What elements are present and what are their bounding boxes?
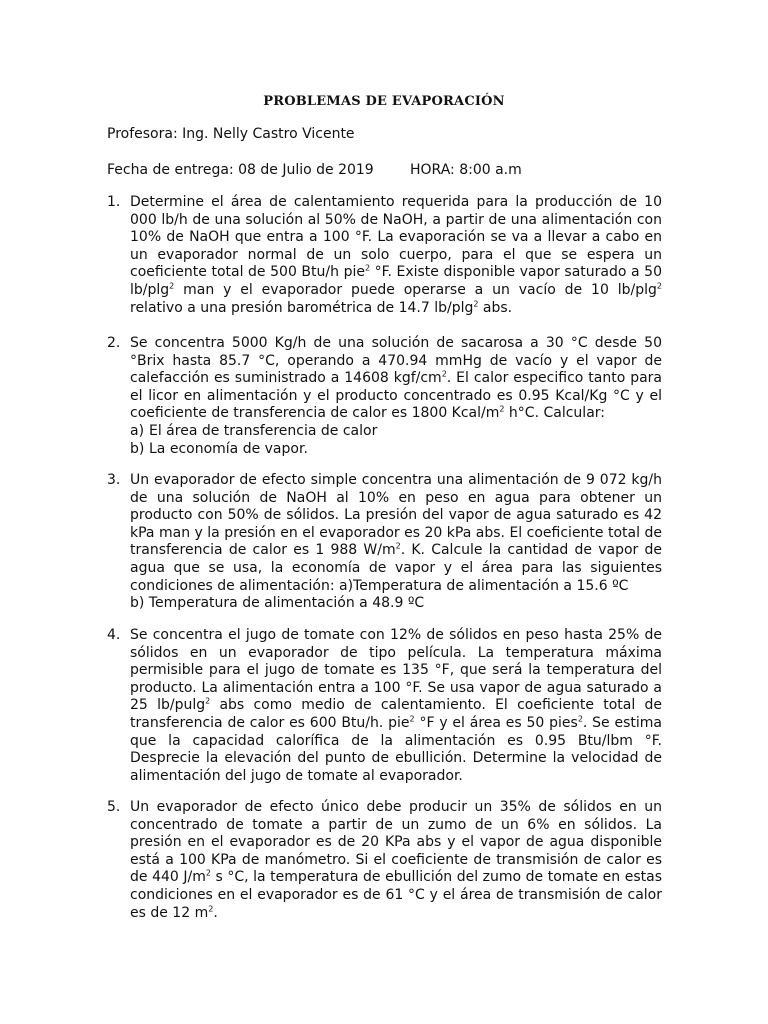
problem-number: 2.	[107, 335, 121, 351]
problem-number: 3.	[107, 472, 121, 488]
problem-number: 1.	[107, 194, 121, 210]
time-line: HORA: 8:00 a.m	[410, 162, 522, 178]
teacher-line: Profesora: Ing. Nelly Castro Vicente	[107, 126, 355, 142]
problem-3-part-b: b) Temperatura de alimentación a 48.9 ºC	[130, 595, 425, 612]
problem-text: Un evaporador de efecto simple concentra una alimentación de 9 072 kg/h de una solución de NaOH al 10% en peso en agua para obtener un producto con 50% de sólidos. La presión del vapor de agua saturado es 42 kPa man y la presión en el evaporador es 20 kPa abs. El coeficiente total de transferencia de calor es 1 988 $W/m^2$. K. Calcule la cantidad de vapor de agua que se usa, la economía de vapor y el área para las siguientes condiciones de alimentación: a)Temperatura de alimentación a 15.6 ºC b) Temperatura de alimentación a 48.9 ºC	[130, 472, 662, 612]
document-title: PROBLEMAS DE EVAPORACIÓN	[263, 94, 505, 109]
problem-number: 5.	[107, 799, 121, 815]
problem-number: 4.	[107, 627, 121, 643]
sub-question-a: a) El área de transferencia de calor	[130, 422, 378, 439]
sub-question-b: b) La economía de vapor.	[130, 440, 308, 457]
due-date-line: Fecha de entrega: 08 de Julio de 2019	[107, 162, 374, 178]
sub-question-list	[130, 423, 662, 458]
problem-text: Se concentra el jugo de tomate con 12% de sólidos en peso hasta 25% de sólidos en un evaporador de tipo película. La temperatura máxima permisible para el jugo de tomate es 135 °F, que será la temperatura del producto. La alimentación entra a 100 °F. Se usa vapor de agua saturado a 25 lb/pulg$^2$ abs como medio de calentamiento. El coeficiente total de transferencia de calor es 600 Btu/h. pie$^2$ °F y el área es 50 pies$^2$. Se estima que la capacidad calorífica de la alimentación es 0.95 Btu/lbm °F. Desprecie la elevación del punto de ebullición. Determine la velocidad de alimentación del jugo de tomate al evaporador.	[130, 627, 662, 784]
problem-text: Un evaporador de efecto único debe producir un 35% de sólidos en un concentrado de tomate a partir de un zumo de un 6% en sólidos. La presión en el evaporador es de 20 KPa abs y el vapor de agua disponible está a 100 KPa de manómetro. Si el coeficiente de transmisión de calor es de 440 $J/m^2$ s °C, la temperatura de ebullición del zumo de tomate en estas condiciones en el evaporador es de 61 °C y el área de transmisión de calor es de 12 $m^2$.	[130, 799, 662, 921]
problem-text: Se concentra 5000 Kg/h de una solución de sacarosa a 30 °C desde 50 °Brix hasta 85.7 °C, operando a 470.94 mmHg de vacío y el vapor de calefacción es suministrado a 14608 kgf/$cm^2$. El calor especifico tanto para el licor en alimentación y el producto concentrado es 0.95 Kcal/Kg °C y el coeficiente de transferencia de calor es 1800 Kcal/$m^2$ h°C. Calcular: a) El área de transferencia de calor b) La economía de vapor.	[130, 335, 662, 457]
problem-text: Determine el área de calentamiento requerida para la producción de 10 000 lb/h de una solución al 50% de NaOH, a partir de una alimentación con 10% de NaOH que entra a 100 °F. La evaporación se va a llevar a cabo en un evaporador normal de un solo cuerpo, para el que se espera un coeficiente total de 500 Btu/h pie$^2$ °F. Existe disponible vapor saturado a 50 lb/plg$^2$ man y el evaporador puede operarse a un vacío de 10 lb/plg$^2$ relativo a una presión barométrica de 14.7 lb/plg$^2$ abs.	[130, 194, 662, 316]
